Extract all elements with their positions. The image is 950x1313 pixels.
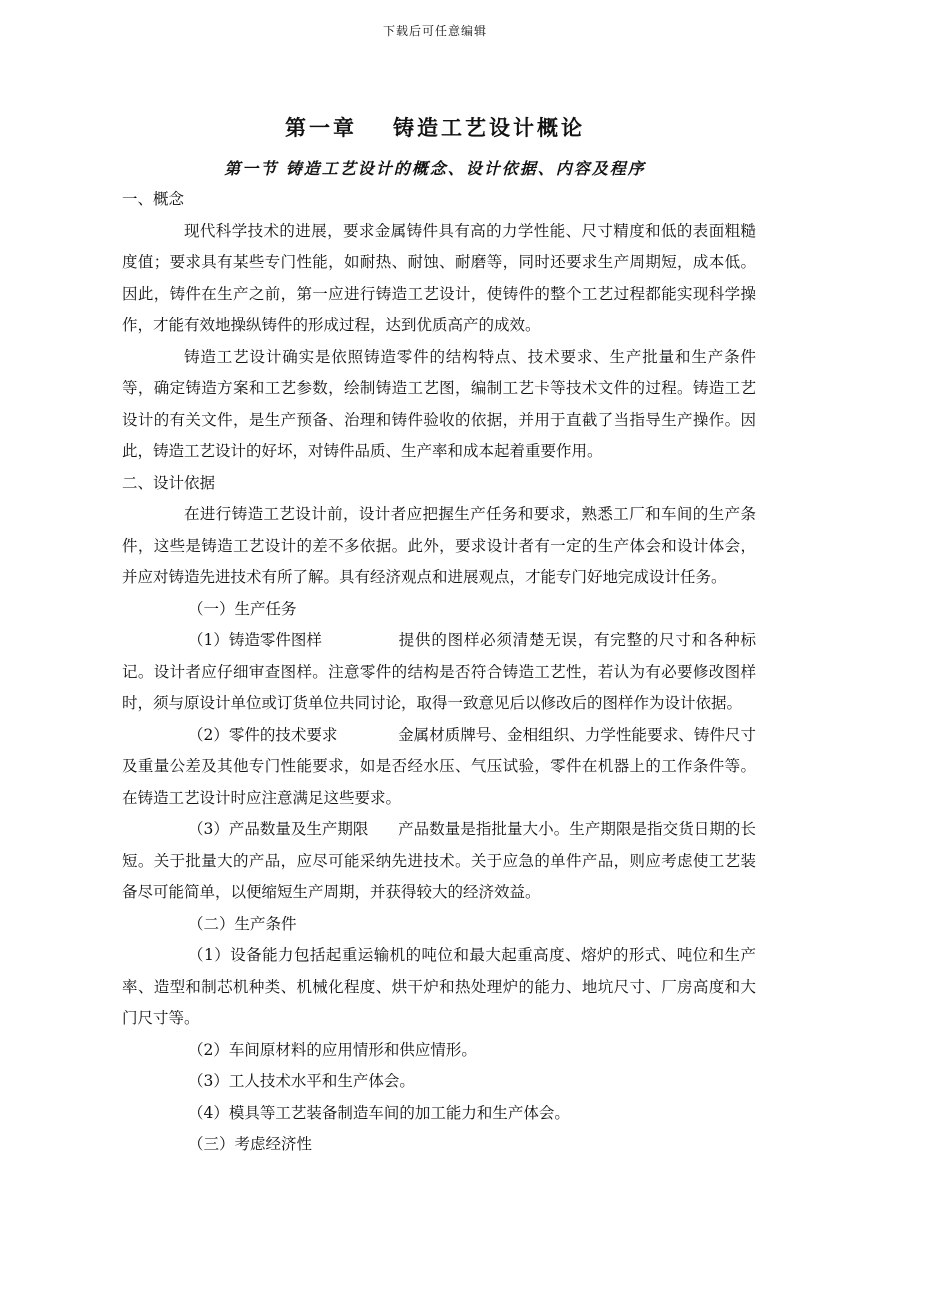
subheading-economy: （三）考虑经济性 [188,1135,313,1153]
item-label: （1）铸造零件图样 [188,631,322,649]
list-item: （3）工人技术水平和生产体会。 [188,1072,415,1090]
list-item [122,814,756,909]
heading-design-basis: 二、设计依据 [122,473,216,492]
item-text: 产品数量是指批量大小。生产期限是指交货日期的长短。关于批量大的产品，应尽可能采纳先进技术。关于应急的单件产品，则应考虑使工艺装备尽可能简单，以便缩短生产周期，并获得较大的经济效益。 [122,820,756,901]
list-item [122,720,756,815]
item-text: 金属材质牌号、金相组织、力学性能要求、铸件尺寸及重量公差及其他专门性能要求，如是否经水压、气压试验，零件在机器上的工作条件等。在铸造工艺设计时应注意满足这些要求。 [122,725,756,807]
paragraph: 铸造工艺设计确实是依照铸造零件的结构特点、技术要求、生产批量和生产条件等，确定铸造方案和工艺参数，绘制铸造工艺图，编制工艺卡等技术文件的过程。铸造工艺设计的有关文件，是生产预备、治理和铸件验收的依据，并用于直截了当指导生产操作。因此，铸造工艺设计的好坏，对铸件品质、生产率和成本起着重要作用。 [122,347,756,460]
item-label: （3）产品数量及生产期限 [188,820,369,838]
section-title: 第一节 铸造工艺设计的概念、设计依据、内容及程序 [224,159,646,178]
chapter-label: 第一章 [285,115,357,140]
list-item [122,625,756,720]
paragraph: 现代科学技术的进展，要求金属铸件具有高的力学性能、尺寸精度和低的表面粗糙度值；要求具有某些专门性能，如耐热、耐蚀、耐磨等，同时还要求生产周期短，成本低。因此，铸件在生产之前，第一应进行铸造工艺设计，使铸件的整个工艺过程都能实现科学操作，才能有效地操纵铸件的形成过程，达到优质高产的成效。 [122,221,756,334]
item-text: 提供的图样必须清楚无误，有完整的尺寸和各种标记。设计者应仔细审查图样。注意零件的结构是否符合铸造工艺性，若认为有必要修改图样时，须与原设计单位或订货单位共同讨论，取得一致意见后以修改后的图样作为设计依据。 [122,631,756,712]
item-label: （2）零件的技术要求 [188,725,338,744]
list-item: （1）设备能力包括起重运输机的吨位和最大起重高度、熔炉的形式、吨位和生产率、造型和制芯机种类、机械化程度、烘干炉和热处理炉的能力、地坑尺寸、厂房高度和大门尺寸等。 [122,946,756,1027]
subheading-production-conditions: （二）生产条件 [188,914,297,933]
header-note: 下载后可任意编辑 [382,24,487,38]
paragraph: 在进行铸造工艺设计前，设计者应把握生产任务和要求，熟悉工厂和车间的生产条件，这些是铸造工艺设计的差不多依据。此外，要求设计者有一定的生产体会和设计体会，并应对铸造先进技术有所了解。具有经济观点和进展观点，才能专门好地完成设计任务。 [122,505,756,586]
subheading-production-task: （一）生产任务 [188,599,297,618]
chapter-name: 铸造工艺设计概论 [393,115,585,140]
document-body [122,184,756,1161]
chapter-title [0,112,870,142]
heading-concept: 一、概念 [122,190,185,208]
list-item: （2）车间原材料的应用情形和供应情形。 [188,1040,477,1059]
list-item: （4）模具等工艺装备制造车间的加工能力和生产体会。 [188,1103,570,1122]
